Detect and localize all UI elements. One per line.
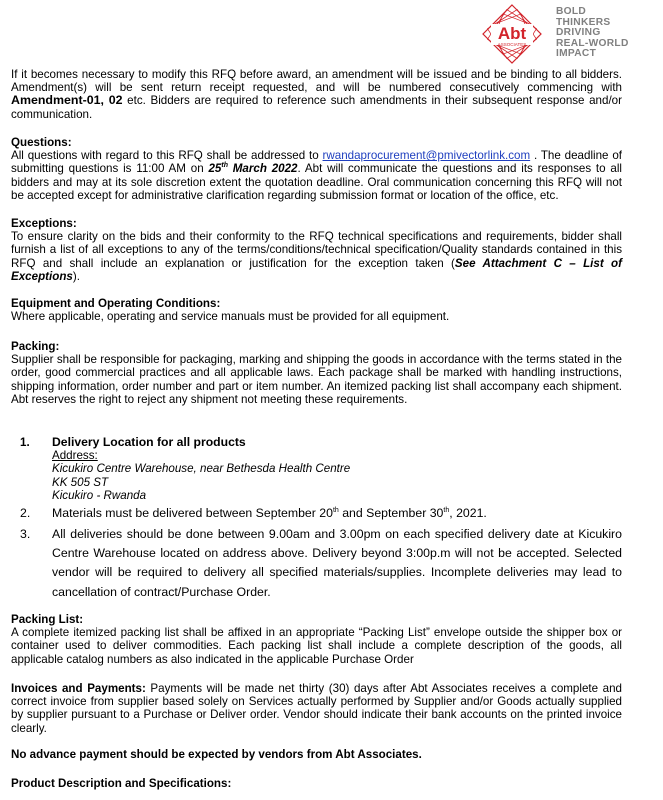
delivery-dates-text xyxy=(52,505,622,521)
delivery-item-2 xyxy=(20,505,622,521)
packing-section xyxy=(11,340,622,406)
tagline-line: DRIVING xyxy=(556,27,601,39)
packing-heading: Packing: xyxy=(11,340,60,353)
delivery-dates-part: , 2021. xyxy=(449,506,487,520)
exceptions-text: To ensure clarity on the bids and their conformity to the RFQ technical specifications and requirements, bidder shall furnish a list of all exceptions to any of the terms/conditions/technical specification/Quality standards contained in this RFQ and shall include an explanation or justification for the exception taken ( xyxy=(11,230,622,270)
address-label: Address: xyxy=(52,449,98,463)
amendment-numbers: Amendment-01, 02 xyxy=(11,93,123,108)
delivery-item-1 xyxy=(20,436,622,502)
invoices-text: Payments will be made net thirty (30) days after Abt Associates receives a complete and correct invoice from supplier based solely on Services actually performed by Supplier and/or Goods actually supplied by supplier pursuant to a Purchase or Deliver order. Vendor should indicate their bank accounts on the printed invoice clearly. xyxy=(11,682,622,735)
address-line: Kicukiro Centre Warehouse, near Bethesda Health Centre xyxy=(52,462,351,476)
logo-brand-text: Abt xyxy=(497,24,527,43)
questions-section xyxy=(11,136,622,202)
address-line: KK 505 ST xyxy=(52,475,109,489)
amendment-text: If it becomes necessary to modify this RFQ before award, an amendment will be issued and be binding to all bidders. Amendment(s) will be sent return receipt requested, and will be numbered consecutively commencing with xyxy=(11,68,622,95)
list-number: 1. xyxy=(20,436,30,449)
delivery-hours-text: All deliveries should be done between 9.00am and 3.00pm on each specified delivery date at Kicukiro Centre Warehouse located on address above. Delivery beyond 3:00p.m will not be accepted. Selected vendor will be required to delivery all specified materials/supplies. Incomplete deliveries may lead to cancellation of contract/Purchase Order. xyxy=(52,527,622,599)
questions-text: . The deadline of submitting questions is 11:00 AM on xyxy=(11,149,622,176)
questions-paragraph xyxy=(11,149,622,202)
abt-diamond-logo-icon xyxy=(472,3,552,65)
equipment-section xyxy=(11,297,622,323)
delivery-location-title: Delivery Location for all products xyxy=(52,435,246,449)
tagline-line: REAL-WORLD xyxy=(556,37,629,49)
no-advance-payment-notice: No advance payment should be expected by vendors from Abt Associates. xyxy=(11,748,422,761)
date-suffix: th xyxy=(443,506,450,514)
deadline-month-year: March 2022 xyxy=(227,162,298,176)
exceptions-paragraph xyxy=(11,230,622,283)
deadline-suffix: th xyxy=(221,162,228,170)
date-suffix: th xyxy=(332,506,339,514)
invoices-paragraph xyxy=(11,682,622,735)
invoices-heading: Invoices and Payments: xyxy=(11,682,146,695)
questions-heading: Questions: xyxy=(11,136,72,149)
list-number: 2. xyxy=(20,506,31,520)
questions-text: All questions with regard to this RFQ shall be addressed to xyxy=(11,149,323,163)
tagline-line: THINKERS xyxy=(556,16,611,28)
delivery-dates-part: Materials must be delivered between September 20 xyxy=(52,506,333,520)
packing-paragraph: Supplier shall be responsible for packaging, marking and shipping the goods in accordance with the terms stated in the order, good commercial practices and all applicable laws. Each package shall be marked with handling instructions, shipping information, order number and part or item number. An itemized packing list shall accompany each shipment. Abt reserves the right to reject any shipment not meeting these requirements. xyxy=(11,353,622,406)
list-number: 3. xyxy=(20,527,31,541)
packing-list-paragraph: A complete itemized packing list shall be affixed in an appropriate “Packing List” envelope outside the shipper box or container used to deliver commodities. Each packing list shall include a complete description of the goods, all applicable catalog numbers as also indicated in the applicable Purchase Order xyxy=(11,626,622,666)
address-line: Kicukiro - Rwanda xyxy=(52,488,147,502)
attachment-c-reference: See Attachment C – List of Exceptions xyxy=(11,256,622,283)
logo-tagline xyxy=(556,7,629,60)
exceptions-section xyxy=(11,217,622,283)
amendment-section xyxy=(11,68,622,121)
exceptions-heading: Exceptions: xyxy=(11,217,77,230)
delivery-dates-part: and September 30 xyxy=(338,506,444,520)
amendment-paragraph xyxy=(11,68,622,121)
abt-logo xyxy=(472,3,662,65)
invoices-section xyxy=(11,682,622,735)
tagline-line: BOLD xyxy=(556,6,587,17)
exceptions-text: ). xyxy=(72,269,80,283)
packing-list-heading: Packing List: xyxy=(11,613,84,626)
questions-text: . Abt will communicate the questions and its responses to all bidders and may at its sole discretion extent the quotation deadline. Oral communication concerning this RFQ will not be accepted except for administrative clarification regarding submission format or location of the office, etc. xyxy=(11,162,622,202)
deadline-day: 25 xyxy=(208,162,222,176)
packing-list-section xyxy=(11,613,622,666)
delivery-item-3 xyxy=(20,525,622,602)
procurement-email-link[interactable]: rwandaprocurement@pmivectorlink.com xyxy=(322,149,531,163)
amendment-text: etc. Bidders are required to reference such amendments in their subsequent response and/or communication. xyxy=(11,94,622,121)
product-description-heading: Product Description and Specifications: xyxy=(11,777,232,790)
equipment-heading: Equipment and Operating Conditions: xyxy=(11,297,221,310)
tagline-line: IMPACT xyxy=(556,48,597,60)
equipment-paragraph: Where applicable, operating and service manuals must be provided for all equipment. xyxy=(11,310,450,324)
logo-brand-subtext: ASSOCIATES xyxy=(497,42,527,47)
